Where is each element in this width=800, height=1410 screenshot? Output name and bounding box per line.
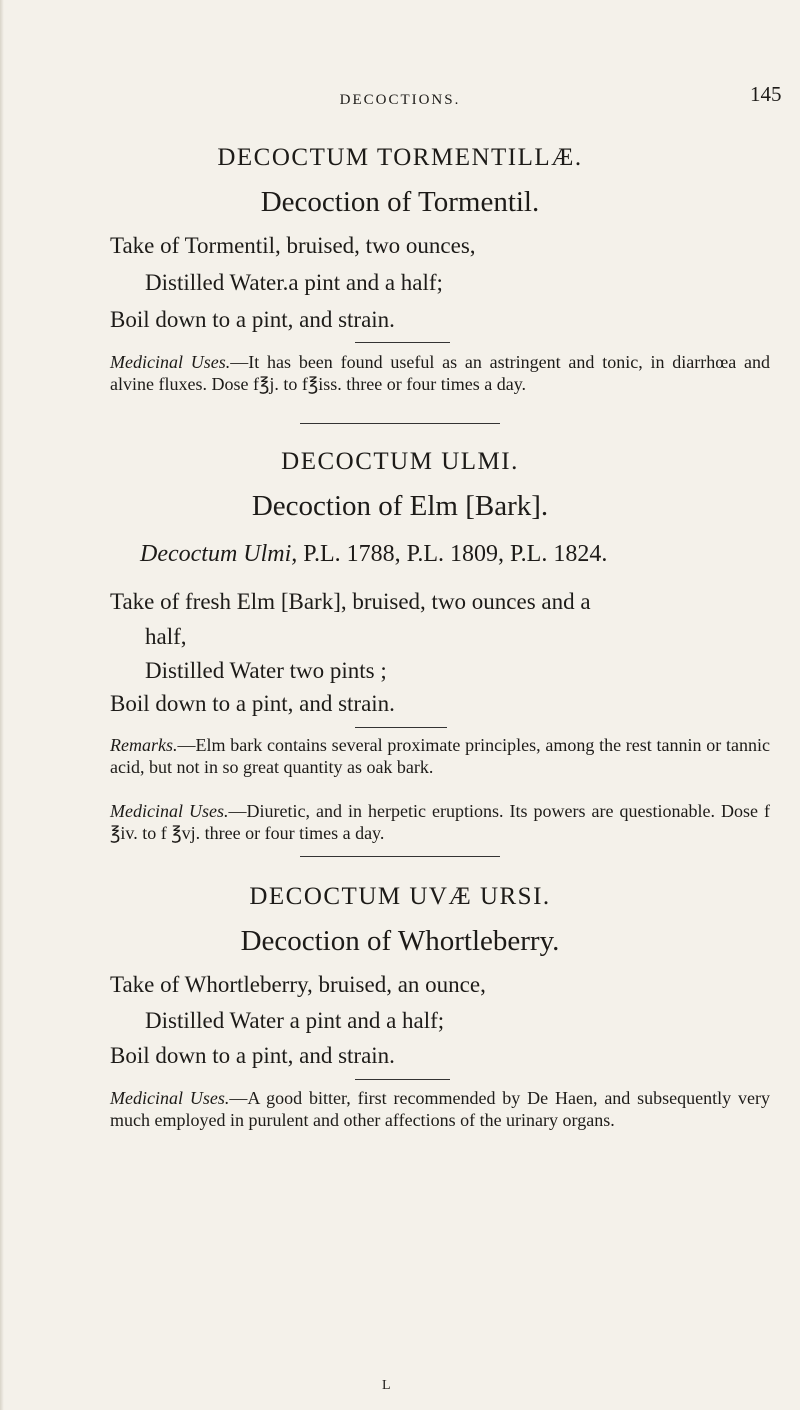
note-label: Medicinal Uses.	[110, 1088, 230, 1108]
recipe-line: Boil down to a pint, and strain.	[110, 307, 395, 332]
recipe-line: Take of fresh Elm [Bark], bruised, two ounces and a	[110, 589, 591, 614]
section-title-elm: DECOCTUM ULMI.	[281, 448, 519, 475]
short-rule	[355, 727, 447, 728]
short-rule	[355, 342, 450, 343]
running-head: DECOCTIONS.	[339, 92, 461, 108]
note-label: Medicinal Uses.	[110, 352, 231, 372]
note-paragraph	[110, 351, 770, 395]
note-label: Medicinal Uses.	[110, 801, 229, 821]
recipe-line: half,	[145, 624, 187, 649]
short-rule	[355, 1079, 450, 1080]
section-title-uva-ursi: DECOCTUM UVÆ URSI.	[249, 883, 551, 910]
section-title-tormentil: DECOCTUM TORMENTILLÆ.	[217, 144, 583, 171]
note-text: —It has been found useful as an astringent and tonic, in diarrhœa and alvine fluxes. Dose f℥j. to f℥iss. three or four times a day.	[110, 352, 770, 394]
recipe-line: Distilled Water a pint and a half;	[145, 1008, 445, 1033]
note-paragraph	[110, 734, 770, 778]
recipe-line: Distilled Water two pints ;	[145, 658, 387, 683]
section-subtitle-elm: Decoction of Elm [Bark].	[251, 490, 549, 522]
section-divider	[300, 423, 500, 424]
recipe-line: Boil down to a pint, and strain.	[110, 1043, 395, 1068]
pharmacopoeia-reference	[140, 541, 780, 568]
recipe-line: Distilled Water.a pint and a half;	[145, 270, 443, 295]
recipe-line: Take of Tormentil, bruised, two ounces,	[110, 233, 476, 258]
note-paragraph	[110, 1087, 770, 1131]
note-paragraph	[110, 800, 770, 844]
recipe-line: Boil down to a pint, and strain.	[110, 691, 395, 716]
note-text: —A good bitter, first recommended by De Haen, and subsequently very much employed in purulent and other affections of the urinary organs.	[110, 1088, 770, 1130]
section-subtitle-uva-ursi: Decoction of Whortleberry.	[240, 925, 560, 957]
section-divider	[300, 856, 500, 857]
recipe-line: Take of Whortleberry, bruised, an ounce,	[110, 972, 486, 997]
signature-mark: L	[382, 1378, 391, 1393]
note-text: —Elm bark contains several proximate principles, among the rest tannin or tannic acid, but not in so great quantity as oak bark.	[110, 735, 770, 777]
section-subtitle-tormentil: Decoction of Tormentil.	[260, 186, 540, 218]
page-number: 145	[750, 82, 782, 106]
reference-editions: P.L. 1788, P.L. 1809, P.L. 1824.	[303, 541, 608, 567]
reference-name: Decoctum Ulmi,	[140, 541, 298, 567]
note-label: Remarks.	[110, 735, 178, 755]
note-text: —Diuretic, and in herpetic eruptions. Its powers are questionable. Dose f ℥iv. to f ℥vj. three or four times a day.	[110, 801, 770, 843]
